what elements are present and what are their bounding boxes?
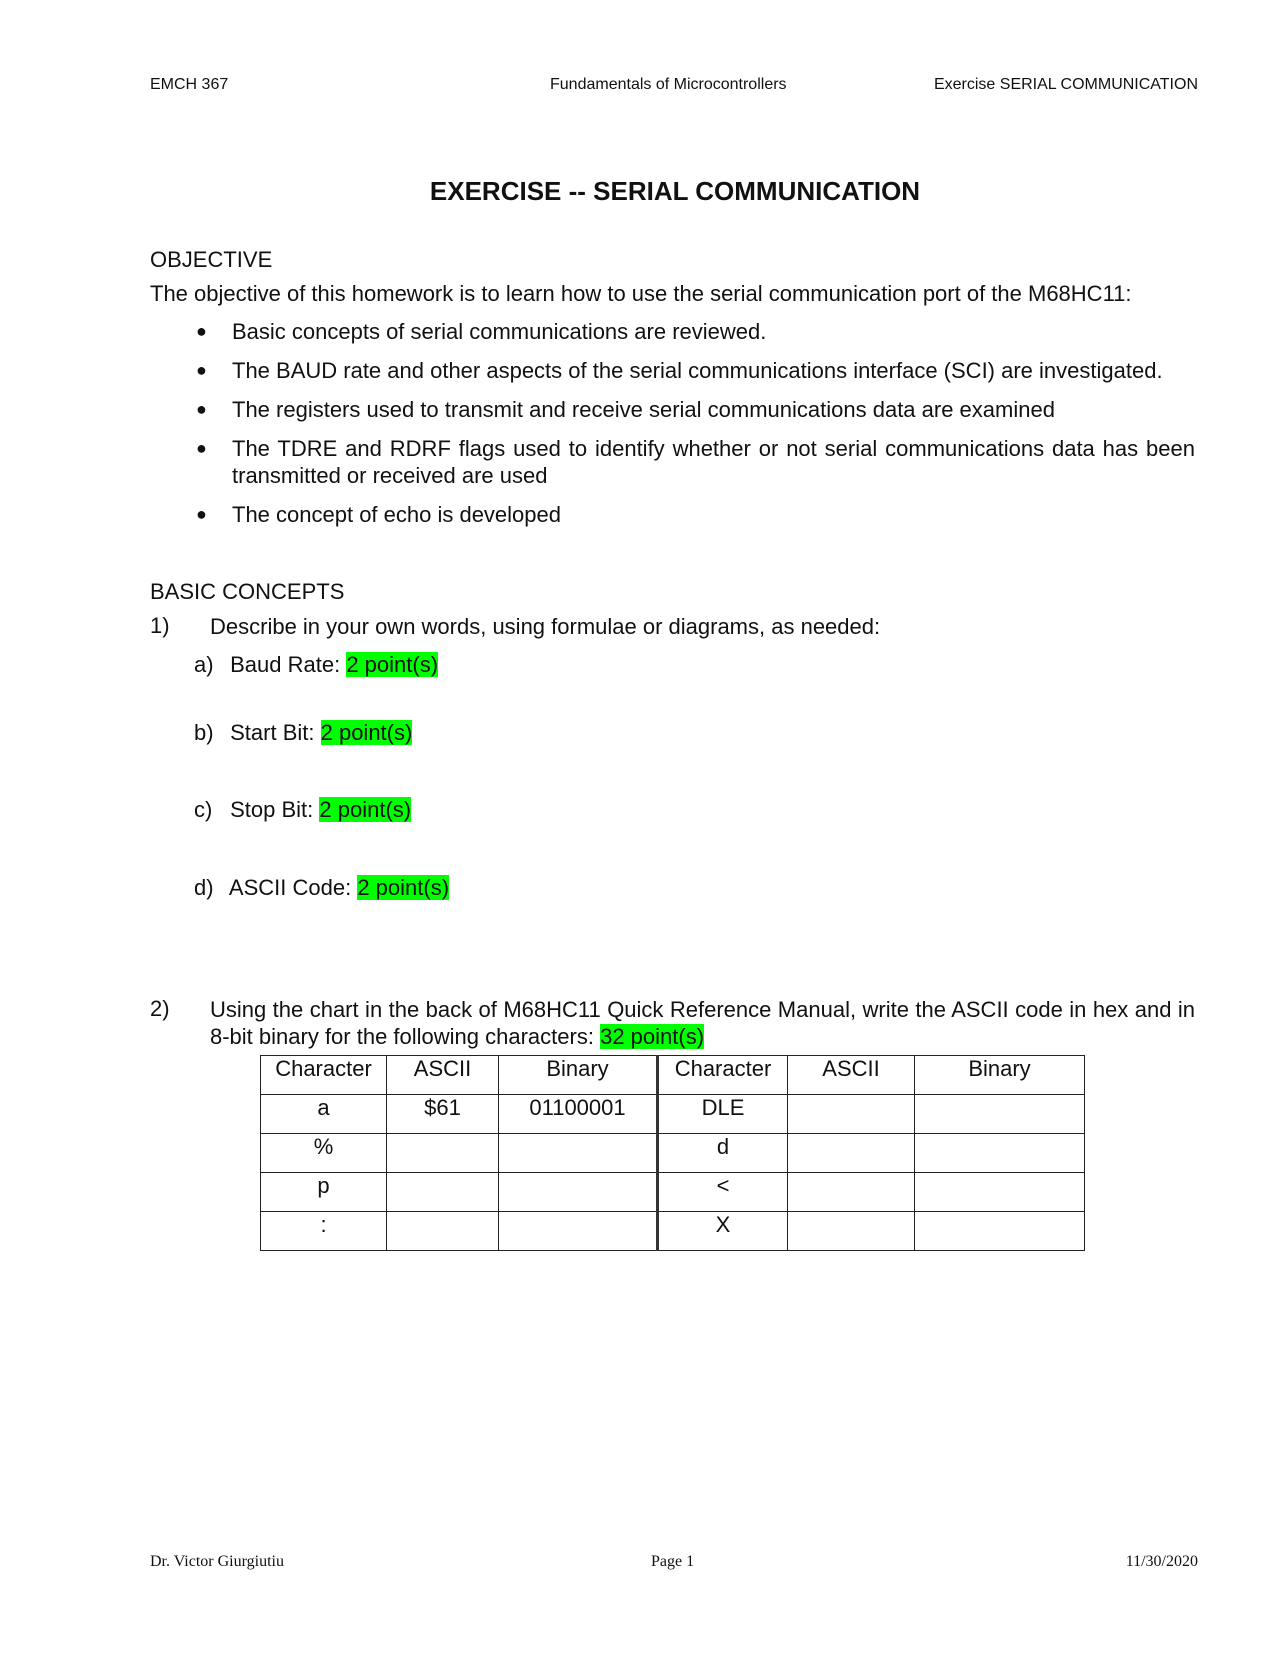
table-cell <box>915 1173 1085 1212</box>
table-cell: d <box>658 1134 788 1173</box>
table-cell: X <box>658 1212 788 1251</box>
bullet-item <box>150 396 1195 423</box>
table-cell: 01100001 <box>499 1095 658 1134</box>
points-badge: 2 point(s) <box>319 797 412 822</box>
question-2-body: Using the chart in the back of M68HC11 Quick Reference Manual, write the ASCII code in hex and in 8-bit binary for the following characters: <box>210 997 1195 1049</box>
table-cell <box>788 1173 915 1212</box>
sub-label: Stop Bit: <box>230 797 314 822</box>
bullet-icon: ● <box>196 438 207 458</box>
table-cell: < <box>658 1173 788 1212</box>
column-header: Binary <box>499 1056 658 1095</box>
ascii-table <box>260 1055 1085 1251</box>
table-row <box>261 1095 1085 1134</box>
header-course-title: Fundamentals of Microcontrollers <box>550 76 787 93</box>
bullet-item <box>150 357 1195 384</box>
footer-date: 11/30/2020 <box>1125 1553 1198 1570</box>
objective-bullet-list <box>150 318 1195 540</box>
bullet-item <box>150 501 1195 528</box>
table-cell <box>387 1212 499 1251</box>
objective-intro: The objective of this homework is to learn how to use the serial communication port of the M68HC11: <box>150 281 1132 306</box>
table-cell <box>788 1212 915 1251</box>
table-header-row <box>261 1056 1085 1095</box>
bullet-icon: ● <box>196 360 207 380</box>
column-header: Character <box>658 1056 788 1095</box>
column-header: ASCII <box>387 1056 499 1095</box>
header-course: EMCH 367 <box>150 76 229 93</box>
footer-page-number: Page 1 <box>651 1553 695 1570</box>
page-title: EXERCISE -- SERIAL COMMUNICATION <box>429 176 921 206</box>
bullet-text: The concept of echo is developed <box>232 502 562 527</box>
bullet-text: The registers used to transmit and receive serial communications data are examined <box>232 397 1055 422</box>
bullet-text: The BAUD rate and other aspects of the serial communications interface (SCI) are investigated. <box>232 358 1163 383</box>
footer-author: Dr. Victor Giurgiutiu <box>150 1553 284 1570</box>
bullet-icon: ● <box>196 399 207 419</box>
table-cell <box>915 1212 1085 1251</box>
question-1-number: 1) <box>150 613 170 638</box>
table-row <box>261 1173 1085 1212</box>
sub-label: Start Bit: <box>230 720 315 745</box>
column-header: Character <box>261 1056 387 1095</box>
table-cell <box>387 1173 499 1212</box>
table-cell <box>915 1134 1085 1173</box>
points-badge: 2 point(s) <box>320 720 413 745</box>
table-row <box>261 1212 1085 1251</box>
table-cell <box>788 1134 915 1173</box>
bullet-text: The TDRE and RDRF flags used to identify whether or not serial communications data has been transmitted or received are used <box>232 436 1195 488</box>
question-1a <box>194 652 438 678</box>
bullet-icon: ● <box>196 321 207 341</box>
table-cell <box>499 1134 658 1173</box>
sub-letter: c) <box>194 797 213 822</box>
table-cell <box>387 1134 499 1173</box>
table-cell <box>788 1095 915 1134</box>
points-badge: 2 point(s) <box>357 875 450 900</box>
question-1d <box>194 875 449 901</box>
basic-concepts-heading: BASIC CONCEPTS <box>150 579 345 604</box>
table-cell <box>499 1212 658 1251</box>
table-cell: p <box>261 1173 387 1212</box>
table-cell <box>915 1095 1085 1134</box>
sub-letter: b) <box>194 720 214 745</box>
points-badge: 32 point(s) <box>600 1024 705 1049</box>
table-cell <box>499 1173 658 1212</box>
bullet-icon: ● <box>196 504 207 524</box>
objective-heading: OBJECTIVE <box>150 247 273 272</box>
column-header: ASCII <box>788 1056 915 1095</box>
bullet-item <box>150 435 1195 489</box>
table-cell: DLE <box>658 1095 788 1134</box>
table-cell: : <box>261 1212 387 1251</box>
bullet-item <box>150 318 1195 345</box>
question-2-text <box>210 996 1195 1050</box>
table-cell: % <box>261 1134 387 1173</box>
bullet-text: Basic concepts of serial communications are reviewed. <box>232 319 767 344</box>
points-badge: 2 point(s) <box>346 652 439 677</box>
table-cell: a <box>261 1095 387 1134</box>
question-1c <box>194 797 411 823</box>
header-exercise: Exercise SERIAL COMMUNICATION <box>933 76 1198 93</box>
question-1-text: Describe in your own words, using formulae or diagrams, as needed: <box>210 614 881 639</box>
question-1b <box>194 720 412 746</box>
question-2-number: 2) <box>150 996 170 1021</box>
sub-letter: d) <box>194 875 214 900</box>
sub-label: Baud Rate: <box>230 652 341 677</box>
table-cell: $61 <box>387 1095 499 1134</box>
sub-label: ASCII Code: <box>228 875 352 900</box>
column-header: Binary <box>915 1056 1085 1095</box>
sub-letter: a) <box>194 652 214 677</box>
table-row <box>261 1134 1085 1173</box>
